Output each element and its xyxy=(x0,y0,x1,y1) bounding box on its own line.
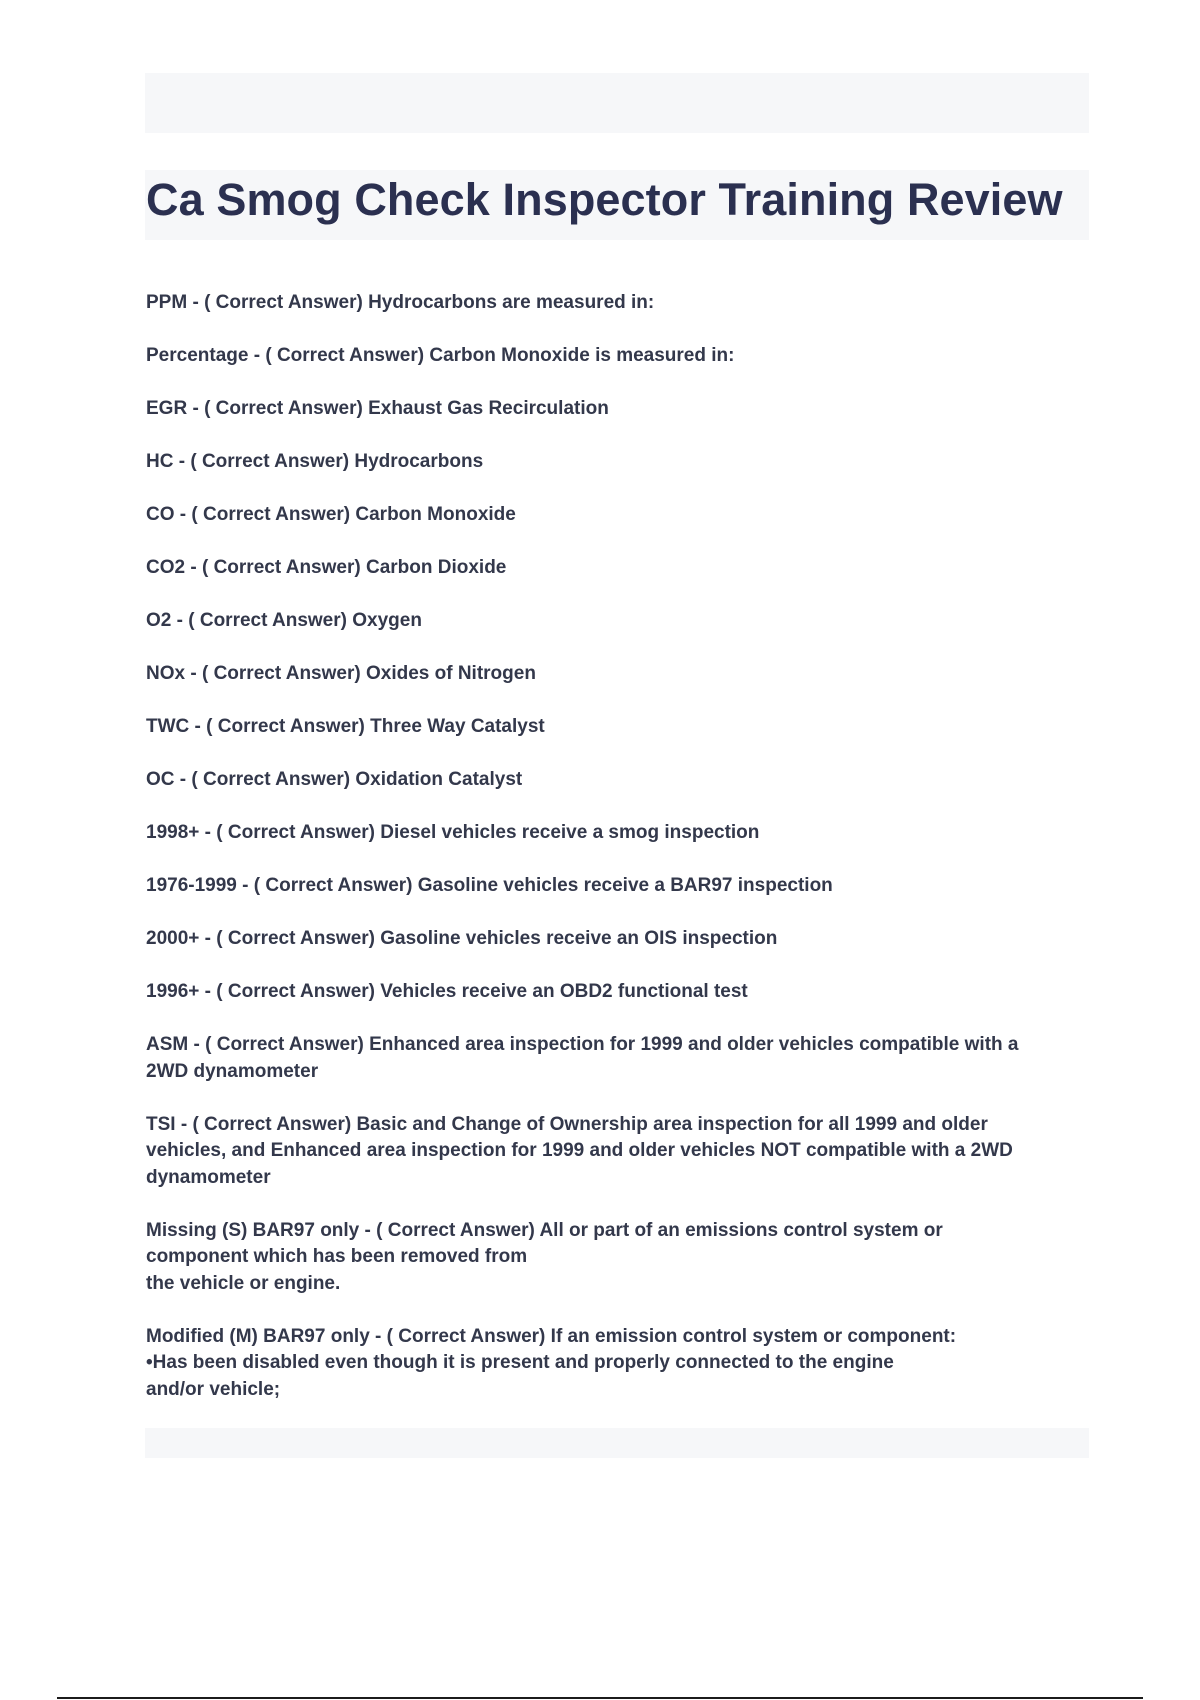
qa-term: O2 xyxy=(146,610,172,631)
qa-answer-marker: ( Correct Answer) xyxy=(205,1034,364,1055)
qa-separator: - xyxy=(173,451,191,472)
qa-definition: Hydrocarbons are measured in: xyxy=(368,292,655,313)
qa-item xyxy=(146,396,1086,423)
qa-definition: Vehicles receive an OBD2 functional test xyxy=(380,981,748,1002)
qa-answer-marker: ( Correct Answer) xyxy=(216,981,375,1002)
qa-item xyxy=(146,926,1086,953)
qa-term: PPM xyxy=(146,292,188,313)
qa-definition: Oxides of Nitrogen xyxy=(365,663,536,684)
qa-term: Missing (S) BAR97 only xyxy=(146,1219,360,1241)
qa-separator: - xyxy=(236,875,254,896)
qa-definition: Three Way Catalyst xyxy=(370,716,545,737)
qa-item xyxy=(146,502,1086,529)
qa-separator: - xyxy=(187,398,205,419)
qa-item xyxy=(146,873,1086,900)
qa-definition: Carbon Monoxide is measured in: xyxy=(429,345,735,366)
qa-item xyxy=(146,820,1086,847)
qa-item xyxy=(146,290,1086,317)
qa-answer-marker: ( Correct Answer) xyxy=(191,504,351,525)
qa-separator: - xyxy=(188,1034,206,1055)
qa-term: 1998+ xyxy=(146,822,200,843)
qa-answer-marker: ( Correct Answer) xyxy=(188,610,347,631)
qa-term: TWC xyxy=(146,716,190,737)
qa-term: ASM xyxy=(146,1034,189,1055)
header-band xyxy=(145,73,1089,133)
qa-answer-marker: ( Correct Answer) xyxy=(191,769,351,790)
qa-separator: - xyxy=(187,292,205,313)
qa-item xyxy=(146,767,1086,794)
footer-band xyxy=(145,1428,1089,1458)
qa-separator: - xyxy=(175,1113,193,1135)
qa-item xyxy=(146,979,1086,1006)
qa-item xyxy=(146,661,1086,688)
qa-definition: Gasoline vehicles receive an OIS inspection xyxy=(380,928,778,949)
qa-answer-marker: ( Correct Answer) xyxy=(216,822,375,843)
qa-item xyxy=(146,714,1086,741)
qa-answer-marker: ( Correct Answer) xyxy=(253,875,413,896)
qa-separator: - xyxy=(171,610,189,631)
qa-answer-marker: ( Correct Answer) xyxy=(206,716,365,737)
qa-term: CO xyxy=(146,504,175,525)
footer-divider xyxy=(57,1697,1143,1699)
qa-answer-marker: ( Correct Answer) xyxy=(204,398,363,419)
qa-answer-marker: ( Correct Answer) xyxy=(201,663,361,684)
qa-separator: - xyxy=(174,504,192,525)
page-title: Ca Smog Check Inspector Training Review xyxy=(146,174,1063,225)
qa-definition: Oxidation Catalyst xyxy=(355,769,523,790)
qa-separator: - xyxy=(174,769,192,790)
qa-answer-marker: ( Correct Answer) xyxy=(216,928,375,949)
qa-item xyxy=(146,343,1086,370)
qa-term: OC xyxy=(146,769,175,790)
qa-separator: - xyxy=(189,716,207,737)
qa-definition: Exhaust Gas Recirculation xyxy=(368,398,609,419)
qa-item xyxy=(146,1032,1086,1085)
qa-term: CO2 xyxy=(146,557,186,578)
qa-answer-marker: ( Correct Answer) xyxy=(201,557,361,578)
qa-definition: If an emission control system or component: •Has been disabled even though it is present and properly connected to the engine and/or vehicle; xyxy=(146,1325,957,1400)
qa-term: NOx xyxy=(146,663,186,684)
qa-item xyxy=(146,1218,1086,1298)
qa-definition: Gasoline vehicles receive a BAR97 inspection xyxy=(417,875,833,896)
qa-separator: - xyxy=(185,557,202,578)
qa-term: Percentage xyxy=(146,345,249,366)
qa-definition: Carbon Dioxide xyxy=(365,557,507,578)
qa-separator: - xyxy=(369,1325,387,1347)
qa-answer-marker: ( Correct Answer) xyxy=(386,1325,546,1347)
qa-term: 1996+ xyxy=(146,981,200,1002)
qa-separator: - xyxy=(248,345,266,366)
qa-answer-marker: ( Correct Answer) xyxy=(192,1113,352,1135)
qa-item xyxy=(146,1324,1086,1404)
qa-answer-marker: ( Correct Answer) xyxy=(265,345,425,366)
qa-item xyxy=(146,449,1086,476)
qa-definition: Hydrocarbons xyxy=(354,451,484,472)
qa-term: Modified (M) BAR97 only xyxy=(146,1325,370,1347)
qa-separator: - xyxy=(199,822,217,843)
qa-definition: Diesel vehicles receive a smog inspection xyxy=(380,822,760,843)
qa-answer-marker: ( Correct Answer) xyxy=(190,451,350,472)
qa-definition: Enhanced area inspection for 1999 and older vehicles compatible with a 2WD dynamometer xyxy=(146,1034,1019,1082)
qa-item xyxy=(146,555,1086,582)
qa-answer-marker: ( Correct Answer) xyxy=(376,1219,535,1241)
qa-separator: - xyxy=(199,981,217,1002)
qa-term: HC xyxy=(146,451,174,472)
qa-term: 1976-1999 xyxy=(146,875,237,896)
qa-definition: All or part of an emissions control system or component which has been removed from the vehicle or engine. xyxy=(146,1219,943,1294)
qa-term: 2000+ xyxy=(146,928,200,949)
qa-term: EGR xyxy=(146,398,188,419)
qa-item xyxy=(146,1112,1086,1192)
qa-definition: Basic and Change of Ownership area inspection for all 1999 and older vehicles, and Enhanced area inspection for 1999 and older vehicles NOT compatible with a 2WD dynamometer xyxy=(146,1113,1013,1188)
qa-answer-marker: ( Correct Answer) xyxy=(204,292,363,313)
qa-separator: - xyxy=(199,928,217,949)
qa-definition: Oxygen xyxy=(352,610,422,631)
qa-term: TSI xyxy=(146,1113,176,1135)
qa-list xyxy=(146,290,1086,1430)
qa-separator: - xyxy=(359,1219,377,1241)
qa-item xyxy=(146,608,1086,635)
qa-separator: - xyxy=(185,663,202,684)
qa-definition: Carbon Monoxide xyxy=(355,504,516,525)
